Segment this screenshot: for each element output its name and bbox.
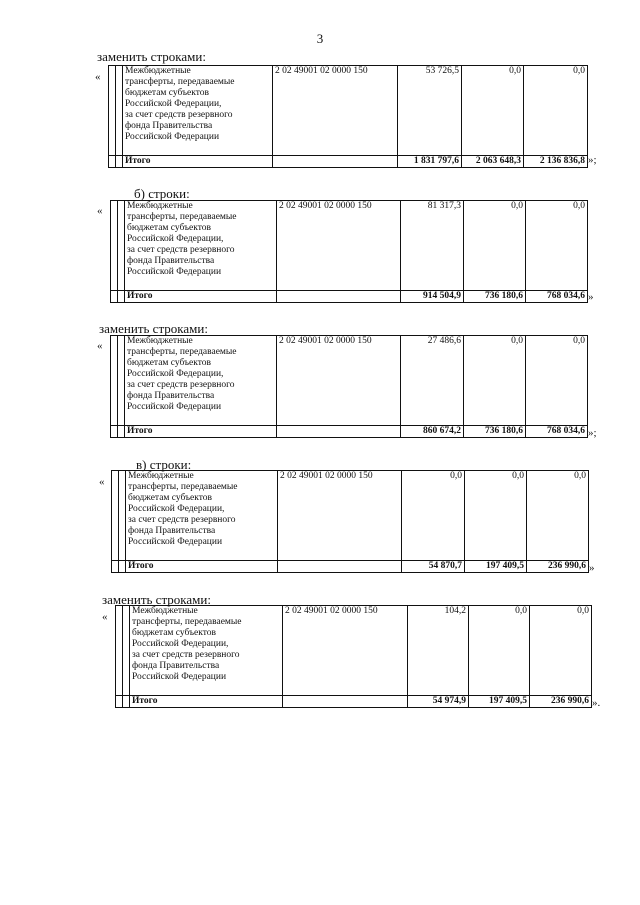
table-row bbox=[112, 471, 589, 561]
block-3-heading: заменить строками: bbox=[99, 321, 208, 336]
total-label: Итого bbox=[130, 696, 283, 708]
description-cell: Межбюджетные трансферты, передаваемые бюджетам субъектов Российской Федерации, за счет средств резервного фонда Правительства Российской Федерации bbox=[123, 66, 273, 156]
marker-cell bbox=[118, 336, 125, 426]
total-value: 197 409,5 bbox=[465, 561, 527, 573]
code-cell: 2 02 49001 02 0000 150 bbox=[283, 606, 408, 696]
total-row bbox=[116, 696, 592, 708]
description-cell: Межбюджетные трансферты, передаваемые бюджетам субъектов Российской Федерации, за счет средств резервного фонда Правительства Российской Федерации bbox=[125, 336, 277, 426]
table-row bbox=[111, 201, 588, 291]
total-row bbox=[112, 561, 589, 573]
value-cell: 0,0 bbox=[462, 66, 524, 156]
block-2-close-quote: » bbox=[588, 291, 594, 303]
block-3-table bbox=[110, 335, 588, 438]
value-cell: 0,0 bbox=[464, 336, 526, 426]
value-cell: 0,0 bbox=[464, 201, 526, 291]
marker-cell bbox=[111, 201, 118, 291]
value-cell: 81 317,3 bbox=[401, 201, 464, 291]
block-1-open-quote: « bbox=[95, 71, 101, 83]
total-label: Итого bbox=[125, 426, 277, 438]
total-label: Итого bbox=[123, 156, 273, 168]
table-row bbox=[116, 606, 592, 696]
value-cell: 104,2 bbox=[408, 606, 469, 696]
marker-cell bbox=[118, 201, 125, 291]
value-cell: 0,0 bbox=[465, 471, 527, 561]
value-cell: 0,0 bbox=[402, 471, 465, 561]
total-value: 236 990,6 bbox=[530, 696, 592, 708]
total-value: 2 136 836,8 bbox=[524, 156, 588, 168]
table-row bbox=[111, 336, 588, 426]
value-cell: 0,0 bbox=[526, 201, 588, 291]
block-4-heading: в) строки: bbox=[136, 457, 192, 472]
value-cell: 0,0 bbox=[524, 66, 588, 156]
value-cell: 53 726,5 bbox=[398, 66, 462, 156]
marker-cell bbox=[116, 606, 123, 696]
block-2-open-quote: « bbox=[97, 205, 103, 217]
total-value: 2 063 648,3 bbox=[462, 156, 524, 168]
total-value: 914 504,9 bbox=[401, 291, 464, 303]
total-value: 54 974,9 bbox=[408, 696, 469, 708]
total-row bbox=[111, 291, 588, 303]
block-3-open-quote: « bbox=[97, 340, 103, 352]
value-cell: 0,0 bbox=[527, 471, 589, 561]
marker-cell bbox=[109, 66, 116, 156]
total-value: 197 409,5 bbox=[469, 696, 530, 708]
marker-cell bbox=[123, 606, 130, 696]
value-cell: 0,0 bbox=[526, 336, 588, 426]
code-cell: 2 02 49001 02 0000 150 bbox=[278, 471, 402, 561]
table-row bbox=[109, 66, 588, 156]
total-row bbox=[109, 156, 588, 168]
total-value: 1 831 797,6 bbox=[398, 156, 462, 168]
block-3-close-quote: »; bbox=[588, 427, 597, 439]
total-value: 736 180,6 bbox=[464, 291, 526, 303]
total-value: 860 674,2 bbox=[401, 426, 464, 438]
total-value: 236 990,6 bbox=[527, 561, 589, 573]
code-cell: 2 02 49001 02 0000 150 bbox=[277, 336, 401, 426]
marker-cell bbox=[112, 471, 119, 561]
block-5-table bbox=[115, 605, 592, 708]
block-2-table bbox=[110, 200, 588, 303]
code-cell: 2 02 49001 02 0000 150 bbox=[273, 66, 398, 156]
marker-cell bbox=[119, 471, 126, 561]
total-value: 768 034,6 bbox=[526, 291, 588, 303]
total-value: 54 870,7 bbox=[402, 561, 465, 573]
total-label: Итого bbox=[126, 561, 278, 573]
total-row bbox=[111, 426, 588, 438]
value-cell: 0,0 bbox=[530, 606, 592, 696]
block-4-table bbox=[111, 470, 589, 573]
page-number: 3 bbox=[316, 31, 324, 46]
description-cell: Межбюджетные трансферты, передаваемые бюджетам субъектов Российской Федерации, за счет средств резервного фонда Правительства Российской Федерации bbox=[125, 201, 277, 291]
block-5-heading: заменить строками: bbox=[102, 592, 211, 607]
block-4-close-quote: » bbox=[589, 562, 595, 574]
block-5-open-quote: « bbox=[102, 611, 108, 623]
code-cell: 2 02 49001 02 0000 150 bbox=[277, 201, 401, 291]
block-2-heading: б) строки: bbox=[134, 186, 190, 201]
value-cell: 0,0 bbox=[469, 606, 530, 696]
marker-cell bbox=[116, 66, 123, 156]
total-label: Итого bbox=[125, 291, 277, 303]
value-cell: 27 486,6 bbox=[401, 336, 464, 426]
description-cell: Межбюджетные трансферты, передаваемые бюджетам субъектов Российской Федерации, за счет средств резервного фонда Правительства Российской Федерации bbox=[130, 606, 283, 696]
block-1-heading: заменить строками: bbox=[97, 49, 206, 64]
description-cell: Межбюджетные трансферты, передаваемые бюджетам субъектов Российской Федерации, за счет средств резервного фонда Правительства Российской Федерации bbox=[126, 471, 278, 561]
block-1-close-quote: »; bbox=[588, 154, 597, 166]
block-1-table bbox=[108, 65, 588, 168]
marker-cell bbox=[111, 336, 118, 426]
block-4-open-quote: « bbox=[99, 476, 105, 488]
block-5-close-quote: ». bbox=[592, 697, 601, 709]
total-value: 768 034,6 bbox=[526, 426, 588, 438]
total-value: 736 180,6 bbox=[464, 426, 526, 438]
